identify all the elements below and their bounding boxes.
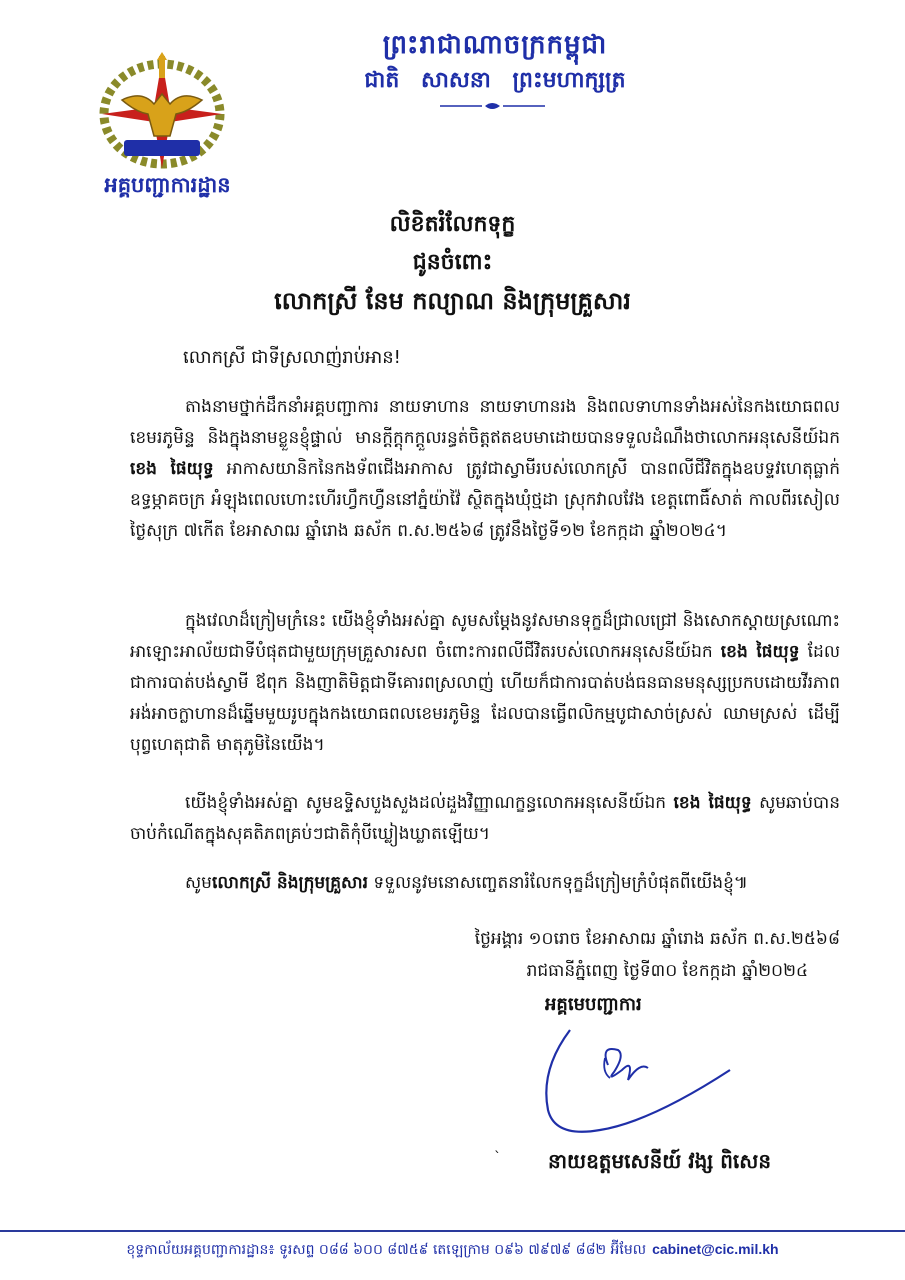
paragraph-3-text-a: យើងខ្ញុំទាំងអស់គ្នា សូមឧទ្ទិសបួងសួងដល់ដួងវិញ្ញាណក្ខន្ធលោកអនុសេនីយ៍ឯក <box>185 793 674 813</box>
footer-contact <box>0 1240 905 1261</box>
organization-name: អគ្គបញ្ជាការដ្ឋាន <box>104 172 231 197</box>
deceased-name: ខេង ផៃយុទ្ធ <box>130 459 214 479</box>
footer-contact-text: ខុទ្ទកាល័យអគ្គបញ្ជាការដ្ឋាន៖ ទូរសព្ទ ០៨៨ ៦០០ ៨៧៥៩ តេឡេក្រាម ០៩៦ ៧៩៧៩ ៨៨២ អ៊ីមែល <box>126 1242 647 1258</box>
recipient-name: លោកស្រី នែម កល្យាណ និងក្រុមគ្រួសារ <box>274 287 631 315</box>
deceased-name: ខេង ផៃយុទ្ធ <box>673 793 752 813</box>
deceased-name: ខេង ផៃយុទ្ធ <box>720 642 800 662</box>
paragraph-2-text-b: ដែលជាការបាត់បង់ស្វាមី ឪពុក និងញាតិមិត្តជាទីគោរពស្រលាញ់ ហើយក៏ជាការបាត់បង់ធនធានមនុស្សប្រកបដោយវីរភាពអង់អាចក្លាហានដ៏ឆ្នើមមួយរូបក្នុងកងយោធពលខេមរភូមិន្ទ ដែលបានធ្វើពលិកម្មបូជាសាច់ស្រស់ ឈាមស្រស់ ដើម្បីបុព្វហេតុជាតិ មាតុភូមិនៃយើង។ <box>130 642 841 755</box>
footer-email: cabinet@cic.mil.kh <box>652 1241 779 1257</box>
national-motto: ជាតិ សាសនា ព្រះមហាក្សត្រ <box>364 67 626 93</box>
paragraph-4-text-b: ទទួលនូវមនោសញ្ចេតនារំលែកទុក្ខដ៏ក្រៀមក្រំបំផុតពីយើងខ្ញុំ៕ <box>367 873 749 893</box>
salutation: លោកស្រី ជាទីស្រលាញ់រាប់អាន! <box>183 347 401 368</box>
kingdom-heading: ព្រះរាជាណាចក្រកម្ពុជា <box>382 30 608 60</box>
tick-mark: ` <box>494 1150 501 1166</box>
paragraph-2 <box>130 606 840 761</box>
paragraph-1-text-b: អាកាសយានិកនៃកងទ័ពជើងអាកាស ត្រូវជាស្វាមីរបស់លោកស្រី បានពលីជីវិតក្នុងឧបទ្ទវហេតុធ្លាក់ឧទ្ធម្ភាគចក្រ អំឡុងពេលហោះហើរហ្វឹកហ្វឺននៅភ្នំយ៉ាវ៉ៃ ស្ថិតក្នុងឃុំថ្មដា ស្រុកវាលវែង ខេត្តពោធិ៍សាត់ កាលពីរសៀលថ្ងៃសុក្រ ៧កើត ខែអាសាឍ ឆ្នាំរោង ឆស័ក ព.ស.២៥៦៨ ត្រូវនឹងថ្ងៃទី១២ ខែកក្កដា ឆ្នាំ២០២៤។ <box>130 459 840 541</box>
logo-banner <box>124 140 200 156</box>
recipient-mention: លោកស្រី និងក្រុមគ្រួសារ <box>211 873 368 893</box>
paragraph-4 <box>130 868 840 899</box>
paragraph-1 <box>130 392 840 547</box>
paragraph-4-text-a: សូម <box>185 873 212 893</box>
ornament-divider-icon <box>440 100 545 112</box>
footer-divider <box>0 1230 905 1232</box>
handwritten-signature <box>530 1010 760 1150</box>
paragraph-3-text-b: សូមឆាប់បានចាប់កំណើតក្នុងសុគតិភពគ្រប់ៗជាតិកុំបីឃ្លៀងឃ្លាតឡើយ។ <box>130 793 841 844</box>
addressed-to: ជូនចំពោះ <box>412 250 493 275</box>
paragraph-2-text-a: ក្នុងវេលាដ៏ក្រៀមក្រំនេះ យើងខ្ញុំទាំងអស់គ្នា សូមសម្ដែងនូវសមានទុក្ខដ៏ជ្រាលជ្រៅ និងសោកស្ដាយស្រណោះអាឡោះអាល័យជាទីបំផុតជាមួយក្រុមគ្រួសារសព ចំពោះការពលីជីវិតរបស់លោកអនុសេនីយ៍ឯក <box>130 611 840 662</box>
paragraph-1-text-a: តាងនាមថ្នាក់ដឹកនាំអគ្គបញ្ជាការ នាយទាហាន នាយទាហានរង និងពលទាហានទាំងអស់នៃកងយោធពលខេមរភូមិន្ទ និងក្នុងនាមខ្លួនខ្ញុំផ្ទាល់ មានក្ដីក្ដុកក្ដួលរន្ធត់ចិត្តឥតឧបមាដោយបានទទួលដំណឹងថាលោកអនុសេនីយ៍ឯក <box>130 397 840 448</box>
signer-name: នាយឧត្តមសេនីយ៍ វង្ស ពិសេន <box>548 1149 772 1173</box>
signer-title: អគ្គមេបញ្ជាការ <box>545 994 642 1015</box>
lunar-date: ថ្ងៃអង្គារ ១០រោច ខែអាសាឍ ឆ្នាំរោង ឆស័ក ព.ស.២៥៦៨ <box>474 929 840 949</box>
place-and-date: រាជធានីភ្នំពេញ ថ្ងៃទី៣០ ខែកក្កដា ឆ្នាំ២០២៤ <box>526 961 808 981</box>
paragraph-3 <box>130 788 840 850</box>
military-emblem-logo <box>92 52 232 172</box>
letter-title: លិខិតរំលែកទុក្ខ <box>389 212 516 237</box>
